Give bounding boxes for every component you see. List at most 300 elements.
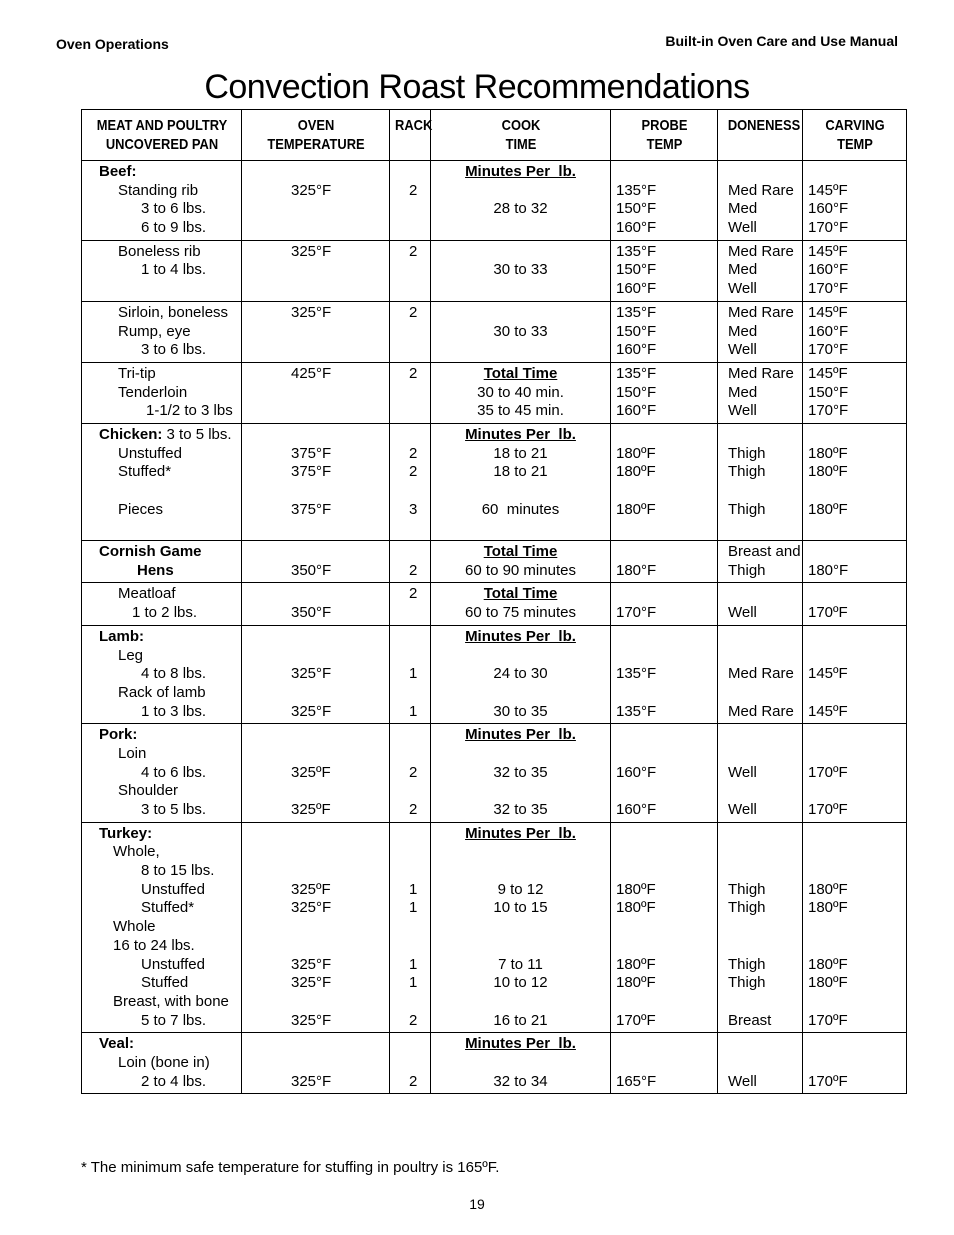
cell-value: Thigh bbox=[728, 899, 766, 917]
cell-value bbox=[291, 993, 389, 1012]
cell-value: 170°F bbox=[808, 402, 849, 420]
cell-doneness bbox=[718, 161, 803, 241]
cell-value bbox=[409, 384, 430, 403]
table-header-row bbox=[82, 110, 907, 161]
cell-value bbox=[616, 726, 717, 745]
cell-value: 1 bbox=[409, 702, 418, 720]
cell-value bbox=[291, 745, 389, 764]
cell-value bbox=[616, 585, 717, 604]
cell-value bbox=[409, 918, 430, 937]
cell-oven-temp bbox=[242, 161, 390, 241]
cell-value: 2 bbox=[409, 242, 418, 260]
item-label: Unstuffed bbox=[141, 955, 205, 973]
cell-value: 2 bbox=[409, 763, 418, 781]
cell-value bbox=[291, 585, 389, 604]
cell-value bbox=[291, 402, 389, 421]
cell-value: 325°F bbox=[291, 974, 332, 992]
item-label: 1-1/2 to 3 lbs bbox=[146, 402, 233, 420]
cell-value bbox=[409, 1035, 430, 1054]
cell-value bbox=[291, 323, 389, 342]
table-row bbox=[82, 822, 907, 1033]
cell-value bbox=[616, 684, 717, 703]
cell-value: 325°F bbox=[291, 303, 332, 321]
time-unit-label: Minutes Per lb. bbox=[465, 627, 576, 645]
cell-value: Med bbox=[728, 200, 758, 218]
cell-probe-temp bbox=[611, 822, 718, 1033]
cell-cook-time bbox=[431, 362, 611, 423]
cell-value: 32 to 34 bbox=[493, 1072, 548, 1090]
cell-rack bbox=[390, 541, 431, 583]
cell-cook-time bbox=[431, 1033, 611, 1094]
cell-value: Med bbox=[728, 322, 758, 340]
cell-doneness bbox=[718, 362, 803, 423]
cell-value: 325°F bbox=[291, 665, 332, 683]
cell-rack bbox=[390, 1033, 431, 1094]
cell-value: Breast bbox=[728, 1011, 772, 1029]
cell-carving-temp bbox=[803, 541, 907, 583]
time-unit-label: Minutes Per lb. bbox=[465, 425, 576, 443]
cell-probe-temp bbox=[611, 240, 718, 301]
cell-oven-temp bbox=[242, 822, 390, 1033]
column-header-line: MEAT AND POULTRY bbox=[96, 117, 227, 134]
cell-value: 160°F bbox=[616, 402, 657, 420]
item-label: Loin (bone in) bbox=[118, 1053, 210, 1071]
cell-value: 375°F bbox=[291, 500, 332, 518]
cell-value: 170°F bbox=[808, 341, 849, 359]
cell-value bbox=[728, 163, 802, 182]
cell-value bbox=[431, 843, 610, 862]
cell-value bbox=[431, 647, 610, 666]
cell-value: 35 to 45 min. bbox=[477, 402, 564, 420]
category-label: Beef: bbox=[99, 163, 137, 180]
cell-value: 160°F bbox=[616, 341, 657, 359]
cell-value: 150°F bbox=[616, 383, 657, 401]
cell-doneness bbox=[718, 423, 803, 540]
item-label: 5 to 7 lbs. bbox=[141, 1011, 207, 1029]
cell-value bbox=[431, 341, 610, 360]
cell-value: 180ºF bbox=[808, 500, 848, 518]
category-label-bold: Chicken: bbox=[99, 425, 163, 443]
cell-value: 2 bbox=[409, 463, 418, 481]
cell-value: Med Rare bbox=[728, 242, 794, 260]
cell-value bbox=[409, 341, 430, 360]
cell-value: Thigh bbox=[728, 463, 766, 481]
category-label: Pork: bbox=[99, 726, 138, 744]
column-header-line: TEMP bbox=[646, 136, 682, 153]
cell-value bbox=[291, 862, 389, 881]
cell-value bbox=[431, 243, 610, 262]
item-label: Unstuffed bbox=[118, 444, 182, 462]
cell-value bbox=[728, 585, 802, 604]
cell-value: 180ºF bbox=[808, 880, 848, 898]
item-label: Sirloin, boneless bbox=[118, 303, 229, 321]
cell-meat bbox=[82, 822, 242, 1033]
item-label bbox=[82, 519, 241, 538]
cell-value: 2 bbox=[409, 444, 418, 462]
cell-value: 180ºF bbox=[616, 880, 656, 898]
cell-value bbox=[291, 782, 389, 801]
item-label: 3 to 6 lbs. bbox=[141, 200, 207, 218]
column-header-line: TEMP bbox=[836, 136, 873, 153]
roast-table bbox=[81, 109, 907, 1094]
cell-value: 10 to 15 bbox=[493, 899, 548, 917]
cell-value: 135°F bbox=[616, 303, 657, 321]
time-unit-label: Minutes Per lb. bbox=[465, 824, 576, 842]
cell-value bbox=[431, 993, 610, 1012]
cell-value: 1 bbox=[409, 665, 418, 683]
cell-value: 170ºF bbox=[808, 1011, 848, 1029]
column-header-line: COOK bbox=[501, 117, 540, 134]
cell-rack bbox=[390, 822, 431, 1033]
cell-value bbox=[291, 219, 389, 238]
cell-value: 160°F bbox=[616, 763, 657, 781]
cell-value: 180ºF bbox=[808, 974, 848, 992]
cell-value: Well bbox=[728, 604, 757, 622]
item-label: 3 to 6 lbs. bbox=[141, 341, 207, 359]
cell-value: 170ºF bbox=[808, 1072, 848, 1090]
cell-value bbox=[291, 647, 389, 666]
cell-value bbox=[409, 219, 430, 238]
cell-value bbox=[728, 862, 802, 881]
cell-value bbox=[728, 684, 802, 703]
item-label: 8 to 15 lbs. bbox=[141, 862, 215, 880]
item-label: Meatloaf bbox=[118, 585, 176, 603]
table-row bbox=[82, 1033, 907, 1094]
cell-value: 180ºF bbox=[808, 463, 848, 481]
cell-value bbox=[291, 543, 389, 562]
cell-doneness bbox=[718, 541, 803, 583]
cell-carving-temp bbox=[803, 161, 907, 241]
item-label: Unstuffed bbox=[141, 880, 205, 898]
cell-value: Thigh bbox=[728, 444, 766, 462]
column-header-line bbox=[395, 135, 428, 154]
cell-value: 375°F bbox=[291, 444, 332, 462]
column-header-doneness bbox=[723, 110, 800, 161]
cell-value bbox=[409, 200, 430, 219]
cell-value: 10 to 12 bbox=[493, 974, 548, 992]
cell-value bbox=[616, 628, 717, 647]
cell-carving-temp bbox=[803, 822, 907, 1033]
cell-value: 170°F bbox=[616, 604, 657, 622]
cell-value: 150°F bbox=[616, 322, 657, 340]
column-header-meat bbox=[93, 110, 231, 161]
cell-value bbox=[409, 402, 430, 421]
cell-rack bbox=[390, 362, 431, 423]
cell-doneness bbox=[718, 822, 803, 1033]
cell-value: 325°F bbox=[291, 702, 332, 720]
cell-oven-temp bbox=[242, 583, 390, 625]
cell-value: Well bbox=[728, 1072, 757, 1090]
column-header-rack bbox=[392, 110, 432, 161]
cell-value bbox=[409, 426, 430, 445]
item-label: 16 to 24 lbs. bbox=[113, 936, 195, 954]
cell-value: 7 to 11 bbox=[498, 955, 543, 973]
cell-oven-temp bbox=[242, 625, 390, 723]
cell-value: 180°F bbox=[808, 561, 849, 579]
table-row bbox=[82, 583, 907, 625]
cell-carving-temp bbox=[803, 625, 907, 723]
cell-value bbox=[808, 426, 906, 445]
cell-meat bbox=[82, 1033, 242, 1094]
column-header-line: RACK bbox=[394, 117, 432, 134]
cell-value: 2 bbox=[409, 585, 418, 603]
cell-value bbox=[728, 918, 802, 937]
manual-title: Built-in Oven Care and Use Manual bbox=[665, 33, 898, 49]
item-label: Pieces bbox=[118, 500, 164, 518]
item-label bbox=[82, 482, 241, 501]
cell-carving-temp bbox=[803, 724, 907, 822]
category-label: Cornish Game bbox=[99, 543, 202, 561]
cell-value bbox=[291, 825, 389, 844]
cell-value bbox=[291, 519, 389, 538]
cell-value bbox=[616, 993, 717, 1012]
cell-value: 160°F bbox=[616, 280, 657, 298]
cell-value bbox=[409, 519, 430, 538]
table-row bbox=[82, 625, 907, 723]
cell-value bbox=[808, 862, 906, 881]
column-header-line: CARVING bbox=[824, 117, 885, 134]
category-label: Turkey: bbox=[99, 824, 153, 842]
page-number: 19 bbox=[469, 1196, 485, 1212]
section-label: Oven Operations bbox=[56, 36, 169, 52]
item-label: Stuffed* bbox=[118, 463, 172, 481]
cell-doneness bbox=[718, 625, 803, 723]
cell-value bbox=[728, 726, 802, 745]
cell-value: 145ºF bbox=[808, 702, 848, 720]
cell-value: 160°F bbox=[616, 801, 657, 818]
cell-value bbox=[616, 519, 717, 538]
cell-value: 28 to 32 bbox=[493, 200, 548, 218]
cell-value bbox=[409, 862, 430, 881]
cell-meat bbox=[82, 240, 242, 301]
cell-value bbox=[409, 647, 430, 666]
cell-rack bbox=[390, 583, 431, 625]
cell-value bbox=[409, 261, 430, 280]
cell-value bbox=[431, 862, 610, 881]
cell-value: Well bbox=[728, 219, 757, 237]
cell-oven-temp bbox=[242, 541, 390, 583]
cell-value: Med Rare bbox=[728, 665, 794, 683]
cell-value: 2 bbox=[409, 801, 418, 818]
cell-carving-temp bbox=[803, 362, 907, 423]
cell-value: 325ºF bbox=[291, 880, 331, 898]
cell-value: 325ºF bbox=[291, 801, 331, 818]
cell-rack bbox=[390, 161, 431, 241]
cell-value: 325°F bbox=[291, 1011, 332, 1029]
cell-value bbox=[291, 937, 389, 956]
column-header-line: OVEN bbox=[297, 117, 334, 134]
cell-value bbox=[431, 280, 610, 299]
cell-value: 160°F bbox=[808, 322, 849, 340]
cell-value bbox=[431, 519, 610, 538]
item-label: Shoulder bbox=[118, 782, 179, 800]
cell-value bbox=[808, 918, 906, 937]
cell-value: Breast and bbox=[728, 543, 801, 561]
cell-meat bbox=[82, 583, 242, 625]
cell-value bbox=[409, 323, 430, 342]
column-header-line: DONENESS bbox=[727, 117, 800, 134]
item-label: 6 to 9 lbs. bbox=[141, 219, 207, 237]
cell-value: 325°F bbox=[291, 955, 332, 973]
cell-value bbox=[728, 482, 802, 501]
item-label: Leg bbox=[118, 646, 144, 664]
cell-value: 180ºF bbox=[616, 974, 656, 992]
table-row bbox=[82, 423, 907, 540]
cell-meat bbox=[82, 724, 242, 822]
cell-value bbox=[728, 745, 802, 764]
cell-meat bbox=[82, 161, 242, 241]
cell-value bbox=[616, 745, 717, 764]
cell-value bbox=[728, 519, 802, 538]
cell-value: 2 bbox=[409, 1072, 418, 1090]
cell-value: 350°F bbox=[291, 561, 332, 579]
cell-value bbox=[808, 843, 906, 862]
cell-value: 425°F bbox=[291, 364, 332, 382]
cell-probe-temp bbox=[611, 301, 718, 362]
cell-value bbox=[808, 1054, 906, 1073]
cell-value: 18 to 21 bbox=[493, 463, 548, 481]
cell-doneness bbox=[718, 1033, 803, 1094]
cell-value bbox=[409, 825, 430, 844]
cell-value: 180ºF bbox=[616, 899, 656, 917]
cell-oven-temp bbox=[242, 240, 390, 301]
cell-value bbox=[728, 843, 802, 862]
cell-value bbox=[291, 628, 389, 647]
cell-value: 145ºF bbox=[808, 242, 848, 260]
item-label: Hens bbox=[137, 561, 174, 579]
cell-value bbox=[616, 1035, 717, 1054]
cell-carving-temp bbox=[803, 1033, 907, 1094]
item-label: Standing rib bbox=[118, 181, 199, 199]
cell-value bbox=[616, 482, 717, 501]
item-label: 1 to 4 lbs. bbox=[141, 261, 207, 279]
cell-meat bbox=[82, 301, 242, 362]
cell-value bbox=[728, 993, 802, 1012]
cell-value: 3 bbox=[409, 500, 418, 518]
cell-value bbox=[409, 745, 430, 764]
cell-carving-temp bbox=[803, 423, 907, 540]
time-unit-label: Minutes Per lb. bbox=[465, 726, 576, 744]
cell-carving-temp bbox=[803, 583, 907, 625]
cell-value bbox=[409, 482, 430, 501]
cell-value: Med Rare bbox=[728, 702, 794, 720]
cell-value bbox=[291, 684, 389, 703]
cell-value: 145ºF bbox=[808, 181, 848, 199]
cell-value: 1 bbox=[409, 880, 418, 898]
cell-value: 135°F bbox=[616, 242, 657, 260]
cell-oven-temp bbox=[242, 301, 390, 362]
cell-meat bbox=[82, 423, 242, 540]
cell-value: 170ºF bbox=[808, 604, 848, 622]
time-unit-label: Minutes Per lb. bbox=[465, 163, 576, 180]
cell-probe-temp bbox=[611, 583, 718, 625]
cell-value bbox=[431, 937, 610, 956]
cell-value: 2 bbox=[409, 1011, 418, 1029]
cell-value bbox=[808, 163, 906, 182]
cell-value: 30 to 40 min. bbox=[477, 383, 564, 401]
cell-value bbox=[291, 261, 389, 280]
cell-value bbox=[291, 918, 389, 937]
cell-value bbox=[431, 684, 610, 703]
cell-value: 180ºF bbox=[616, 955, 656, 973]
cell-value bbox=[409, 604, 430, 623]
cell-value: 180ºF bbox=[808, 444, 848, 462]
cell-cook-time bbox=[431, 724, 611, 822]
cell-value bbox=[409, 937, 430, 956]
cell-value bbox=[808, 825, 906, 844]
cell-value bbox=[409, 843, 430, 862]
cell-value bbox=[409, 280, 430, 299]
cell-value: 325°F bbox=[291, 181, 332, 199]
cell-value bbox=[291, 1035, 389, 1054]
cell-value: 375°F bbox=[291, 463, 332, 481]
cell-value bbox=[409, 782, 430, 801]
cell-value: 60 to 90 minutes bbox=[465, 561, 576, 579]
column-header-line bbox=[727, 135, 796, 154]
cell-probe-temp bbox=[611, 423, 718, 540]
cell-value: 180ºF bbox=[616, 444, 656, 462]
cell-cook-time bbox=[431, 240, 611, 301]
item-label bbox=[82, 280, 241, 299]
column-header-line: TIME bbox=[505, 136, 536, 153]
cell-value: Med bbox=[728, 383, 758, 401]
cell-carving-temp bbox=[803, 240, 907, 301]
cell-cook-time bbox=[431, 822, 611, 1033]
cell-value bbox=[808, 482, 906, 501]
cell-value: 350°F bbox=[291, 604, 332, 622]
table-row bbox=[82, 240, 907, 301]
cell-value bbox=[431, 745, 610, 764]
cell-value bbox=[808, 726, 906, 745]
category-label: Veal: bbox=[99, 1035, 135, 1053]
cell-value bbox=[291, 1054, 389, 1073]
cell-value bbox=[808, 628, 906, 647]
cell-value: 2 bbox=[409, 561, 418, 579]
item-label: Breast, with bone bbox=[113, 992, 229, 1010]
cell-value bbox=[616, 918, 717, 937]
cell-value bbox=[291, 280, 389, 299]
cell-value bbox=[808, 519, 906, 538]
cell-value bbox=[728, 1035, 802, 1054]
cell-meat bbox=[82, 362, 242, 423]
footnote: * The minimum safe temperature for stuffing in poultry is 165ºF. bbox=[81, 1159, 500, 1176]
cell-value: 30 to 35 bbox=[493, 702, 548, 720]
cell-value: 160°F bbox=[808, 261, 849, 279]
cell-value bbox=[728, 782, 802, 801]
cell-value bbox=[409, 726, 430, 745]
cell-value bbox=[616, 825, 717, 844]
cell-value: 2 bbox=[409, 364, 418, 382]
cell-value: 135°F bbox=[616, 181, 657, 199]
cell-value bbox=[728, 937, 802, 956]
cell-value bbox=[431, 304, 610, 323]
cell-probe-temp bbox=[611, 724, 718, 822]
cell-value: 2 bbox=[409, 303, 418, 321]
cell-value: Med bbox=[728, 261, 758, 279]
cell-value: 170ºF bbox=[808, 801, 848, 818]
cell-value: 165°F bbox=[616, 1072, 657, 1090]
cell-value bbox=[616, 163, 717, 182]
cell-cook-time bbox=[431, 301, 611, 362]
cell-value: 180ºF bbox=[808, 899, 848, 917]
item-label: Whole bbox=[113, 918, 156, 936]
cell-value: Med Rare bbox=[728, 181, 794, 199]
cell-rack bbox=[390, 240, 431, 301]
cell-cook-time bbox=[431, 161, 611, 241]
cell-doneness bbox=[718, 724, 803, 822]
cell-value: 180°F bbox=[616, 561, 657, 579]
cell-value bbox=[431, 1054, 610, 1073]
